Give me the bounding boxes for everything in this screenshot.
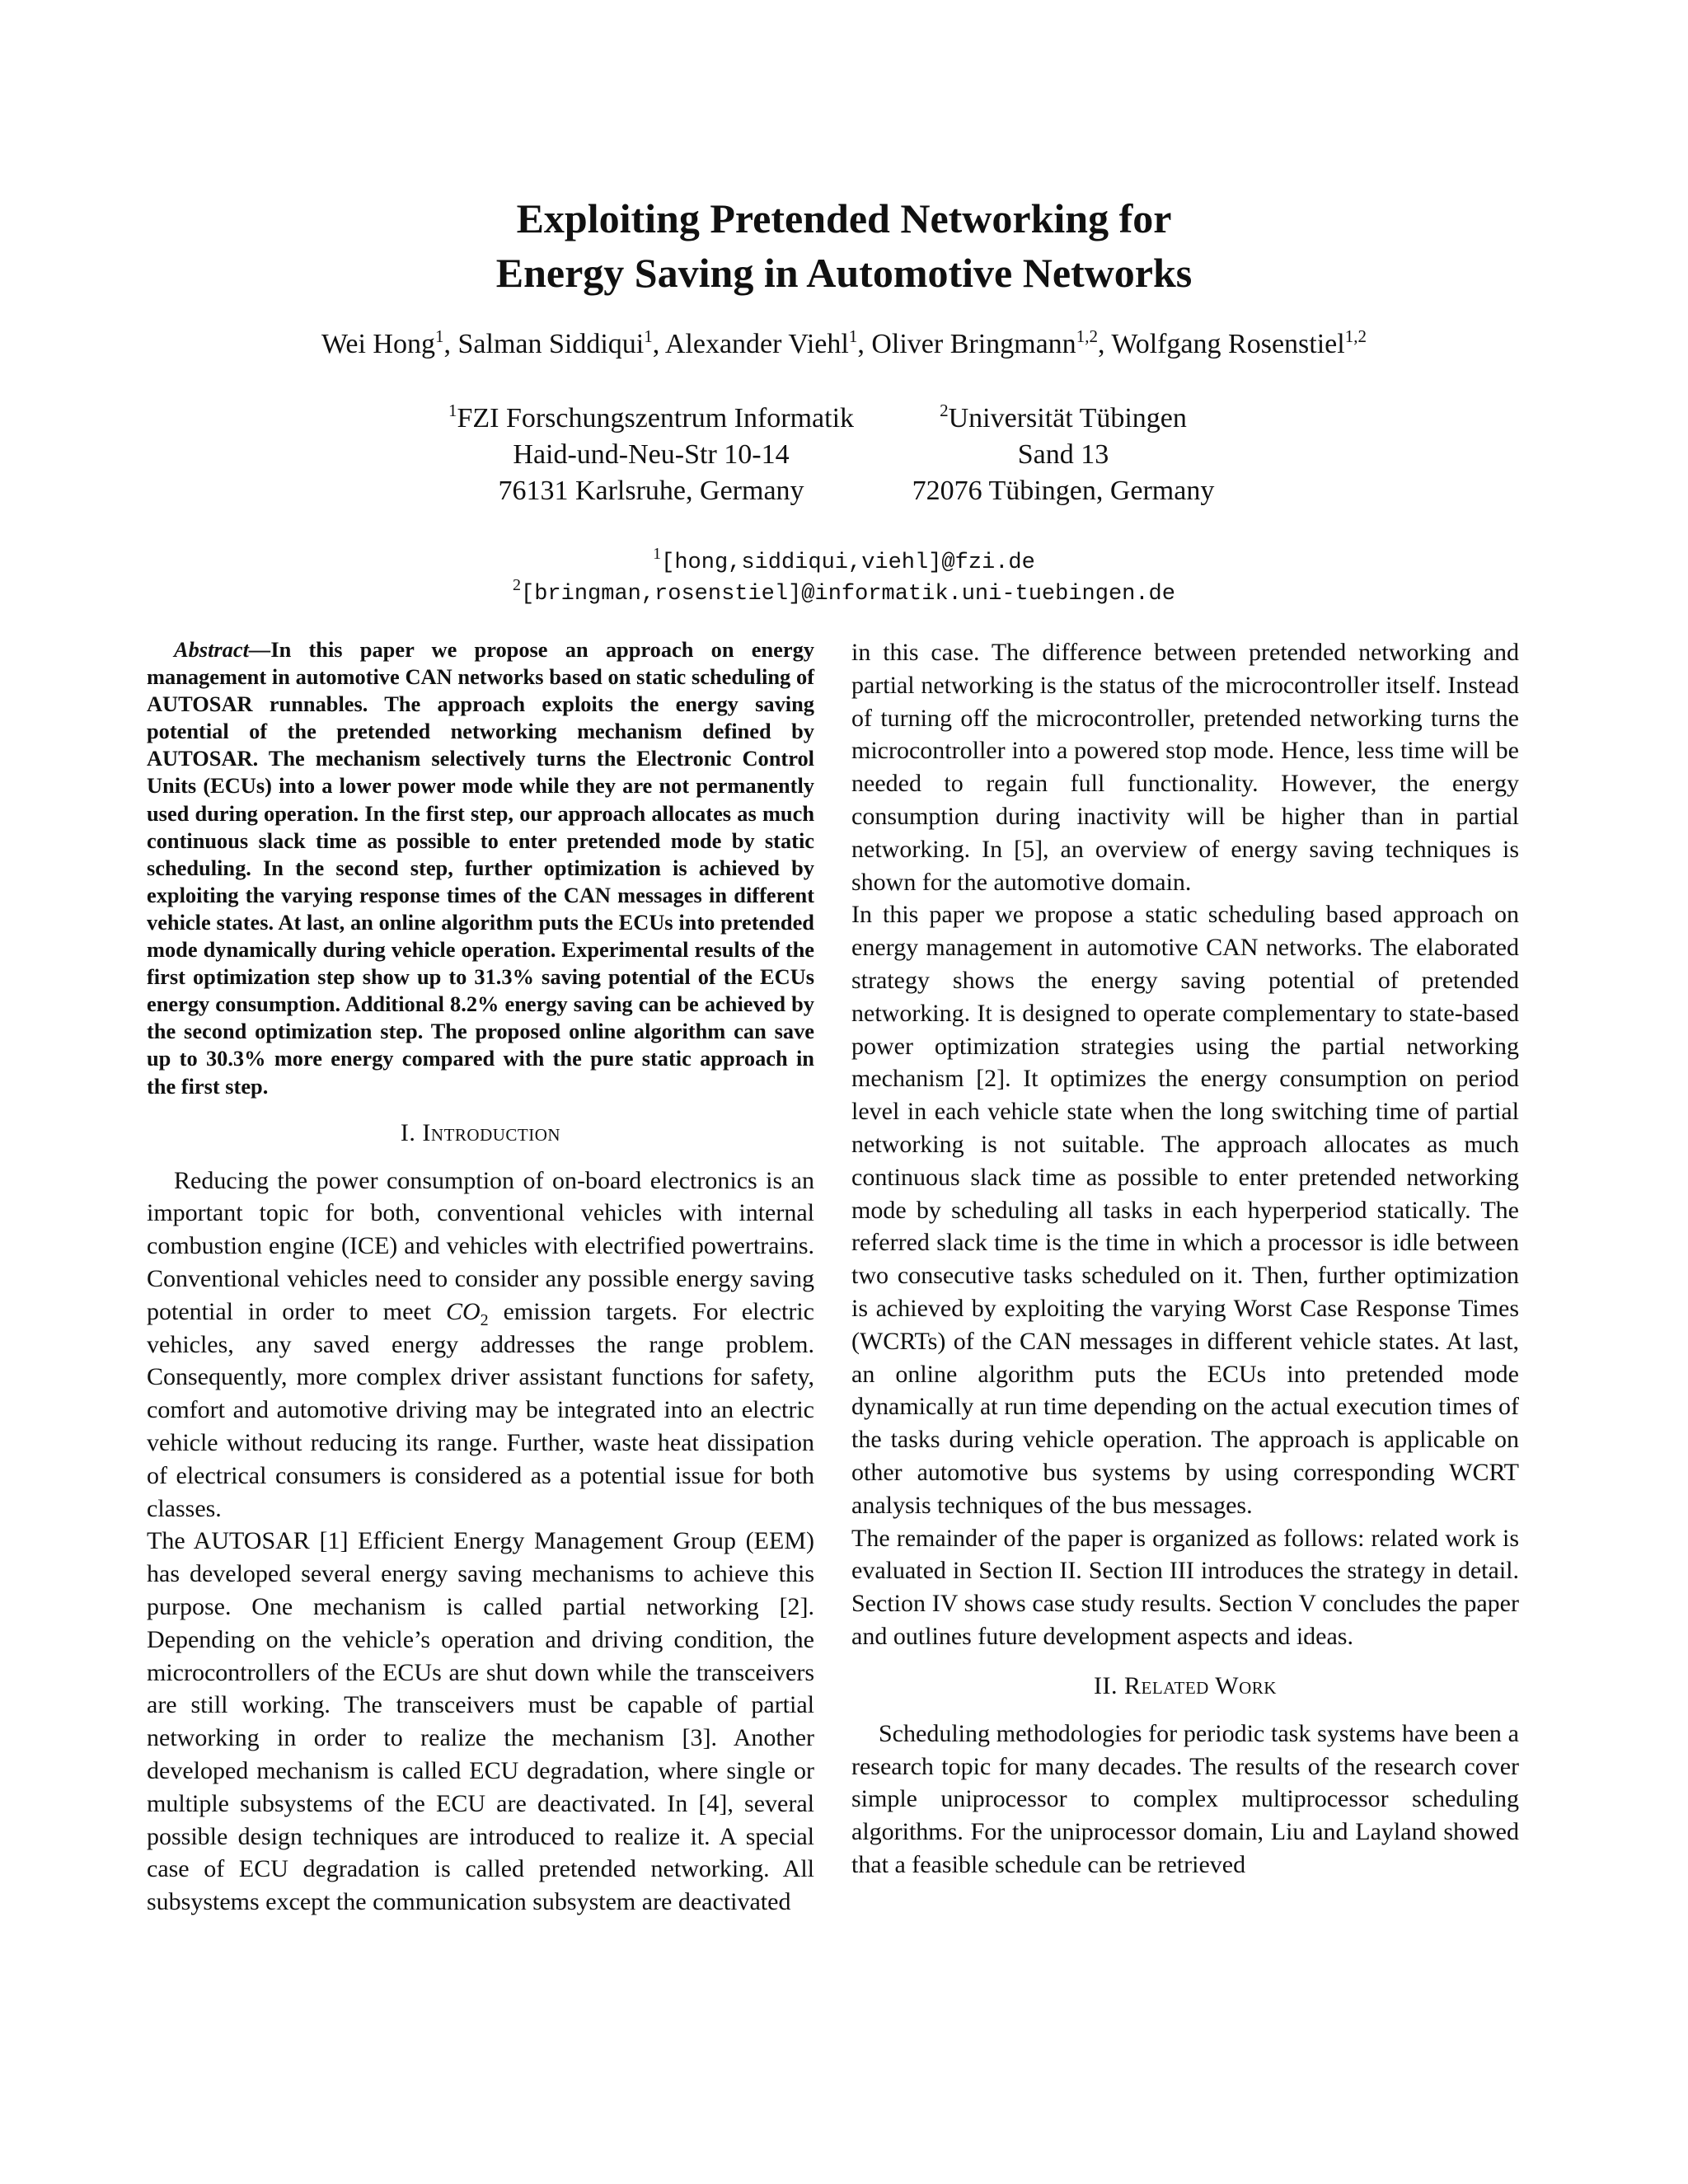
author-name: Alexander Viehl <box>664 329 849 359</box>
author-affiliation-mark: 1,2 <box>1076 326 1098 346</box>
intro-paragraph-4: The remainder of the paper is organized as follows: related work is evaluated in Section II. Section III introduces the strategy in detail. Section IV shows case study results. Section V concludes the paper and outlines future development aspects and ideas. <box>851 1524 1519 1650</box>
author-affiliation-mark: 1,2 <box>1344 326 1367 346</box>
author-separator: , <box>857 329 872 359</box>
author-separator: , <box>652 329 665 359</box>
affiliation-1-name: FZI Forschungszentrum Informatik <box>457 403 855 434</box>
intro-paragraph-1 <box>147 1165 814 1526</box>
right-column <box>851 636 1519 1882</box>
intro-paragraph-3: In this paper we propose a static scheduling based approach on energy management in automotive CAN networks. The elaborated strategy shows the energy saving potential of pretended networking. It is designed to operate complementary to state-based power optimization strategies using the partial networking mechanism [2]. It optimizes the energy consumption on period level in each vehicle state when the long switching time of partial networking is not suitable. The approach allocates as much continuous slack time as possible to enter pretended networking mode by scheduling all tasks in each hyperperiod statically. The referred slack time is the time in which a processor is idle between two consecutive tasks scheduled on it. Then, further optimization is achieved by exploiting the varying Worst Case Response Times (WCRTs) of the CAN messages in different vehicle states. At last, an online algorithm puts the ECUs into pretended mode dynamically at run time depending on the actual execution times of the tasks during vehicle operation. The approach is applicable on other automotive bus systems by using corresponding WCRT analysis techniques of the bus messages. <box>851 901 1519 1519</box>
affiliation-1 <box>354 401 948 509</box>
affiliation-2 <box>865 401 1261 509</box>
abstract-text: In this paper we propose an approach on energy management in automotive CAN networks based on static scheduling of AUTOSAR runnables. The approach exploits the energy saving potential of the pretended networking mechanism defined by AUTOSAR. The mechanism selectively turns the Electronic Control Units (ECUs) into a lower power mode while they are not permanently used during operation. In the first step, our approach allocates as much continuous slack time as possible to enter pretended mode by static scheduling. In the second step, further optimization is achieved by exploiting the varying response times of the CAN messages in different vehicle states. At last, an online algorithm puts the ECUs into pretended mode dynamically during vehicle operation. Experimental results of the first optimization step show up to 31.3% saving potential of the ECUs energy consumption. Additional 8.2% energy saving can be achieved by the second optimization step. The proposed online algorithm can save up to 30.3% more energy compared with the pure static approach in the first step. <box>147 637 814 1099</box>
author-separator: , <box>443 329 458 359</box>
author-list <box>0 326 1688 363</box>
email-2-mark: 2 <box>513 576 522 594</box>
affiliation-2-mark: 2 <box>940 401 949 420</box>
author-affiliation-mark: 1 <box>644 326 653 346</box>
section-heading-related-work: II. Related Work <box>1094 1671 1277 1699</box>
intro-paragraph-2-continued: in this case. The difference between pretended networking and partial networking is the status of the microcontroller itself. Instead of turning off the microcontroller, pretended networking turns the microcontroller into a powered stop mode. Hence, less time will be needed to regain full functionality. However, the energy consumption during inactivity will be higher than in partial networking. In [5], an overview of energy saving techniques is shown for the automotive domain. <box>851 639 1519 896</box>
email-line-1 <box>0 547 1688 579</box>
affiliation-1-street: Haid-und-Neu-Str 10-14 <box>513 439 790 470</box>
intro-p1-text-a: Reducing the power consumption of on-board electronics is an important topic for both, conventional vehicles with internal combustion engine (ICE) and vehicles with electrified powertrains. Conventional vehicles need to consider any possible energy saving potential in order to meet <box>147 1166 814 1325</box>
title-line-1: Exploiting Pretended Networking for <box>516 195 1172 241</box>
left-column <box>147 636 814 1919</box>
related-paragraph-1: Scheduling methodologies for periodic task systems have been a research topic for many decades. The results of the research cover simple uniprocessor to complex multiprocessor scheduling algorithms. For the uniprocessor domain, Liu and Layland showed that a feasible schedule can be retrieved <box>851 1719 1519 1878</box>
affiliation-1-city: 76131 Karlsruhe, Germany <box>498 476 804 506</box>
author-name: Salman Siddiqui <box>457 329 645 359</box>
author-name: Wei Hong <box>321 329 435 359</box>
author-affiliation-mark: 1 <box>848 326 858 346</box>
email-2: [bringman,rosenstiel]@informatik.uni-tuebingen.de <box>521 582 1175 607</box>
intro-p1-text-b: emission targets. For electric vehicles, any saved energy addresses the range problem. Consequently, more complex driver assistant functions for safety, comfort and automotive driving may be integrated into an electric vehicle without reducing its range. Further, waste heat dissipation of electrical consumers is considered as a potential issue for both classes. <box>147 1297 814 1522</box>
paper-title <box>0 191 1688 300</box>
email-1: [hong,siddiqui,viehl]@fzi.de <box>661 551 1035 575</box>
abstract-label: Abstract— <box>174 637 271 662</box>
email-1-mark: 1 <box>653 545 662 563</box>
affiliation-2-street: Sand 13 <box>1017 439 1109 470</box>
title-line-2: Energy Saving in Automotive Networks <box>495 250 1193 296</box>
affiliation-2-city: 72076 Tübingen, Germany <box>912 476 1215 506</box>
intro-paragraph-2: The AUTOSAR [1] Efficient Energy Management Group (EEM) has developed several energy saving mechanisms to achieve this purpose. One mechanism is called partial networking [2]. Depending on the vehicle’s operation and driving condition, the microcontrollers of the ECUs are shut down while the transceivers are still working. The transceivers must be capable of partial networking in order to realize the mechanism [3]. Another developed mechanism is called ECU degradation, where single or multiple subsystems of the ECU are deactivated. In [4], several possible design techniques are introduced to realize it. A special case of ECU degradation is called pretended networking. All subsystems except the communication subsystem are deactivated <box>147 1527 814 1916</box>
email-line-2 <box>0 576 1688 610</box>
author-affiliation-mark: 1 <box>435 326 444 346</box>
affiliation-1-mark: 1 <box>448 401 457 420</box>
section-heading-introduction: I. Introduction <box>400 1118 561 1146</box>
affiliation-2-name: Universität Tübingen <box>948 403 1187 434</box>
author-name: Wolfgang Rosenstiel <box>1111 329 1345 359</box>
co2-subscript: 2 <box>480 1310 489 1329</box>
co2-base: CO <box>445 1297 481 1325</box>
abstract <box>147 636 814 1100</box>
co2-formula <box>445 1297 489 1329</box>
author-separator: , <box>1097 329 1112 359</box>
email-block <box>0 547 1688 610</box>
author-name: Oliver Bringmann <box>871 329 1076 359</box>
